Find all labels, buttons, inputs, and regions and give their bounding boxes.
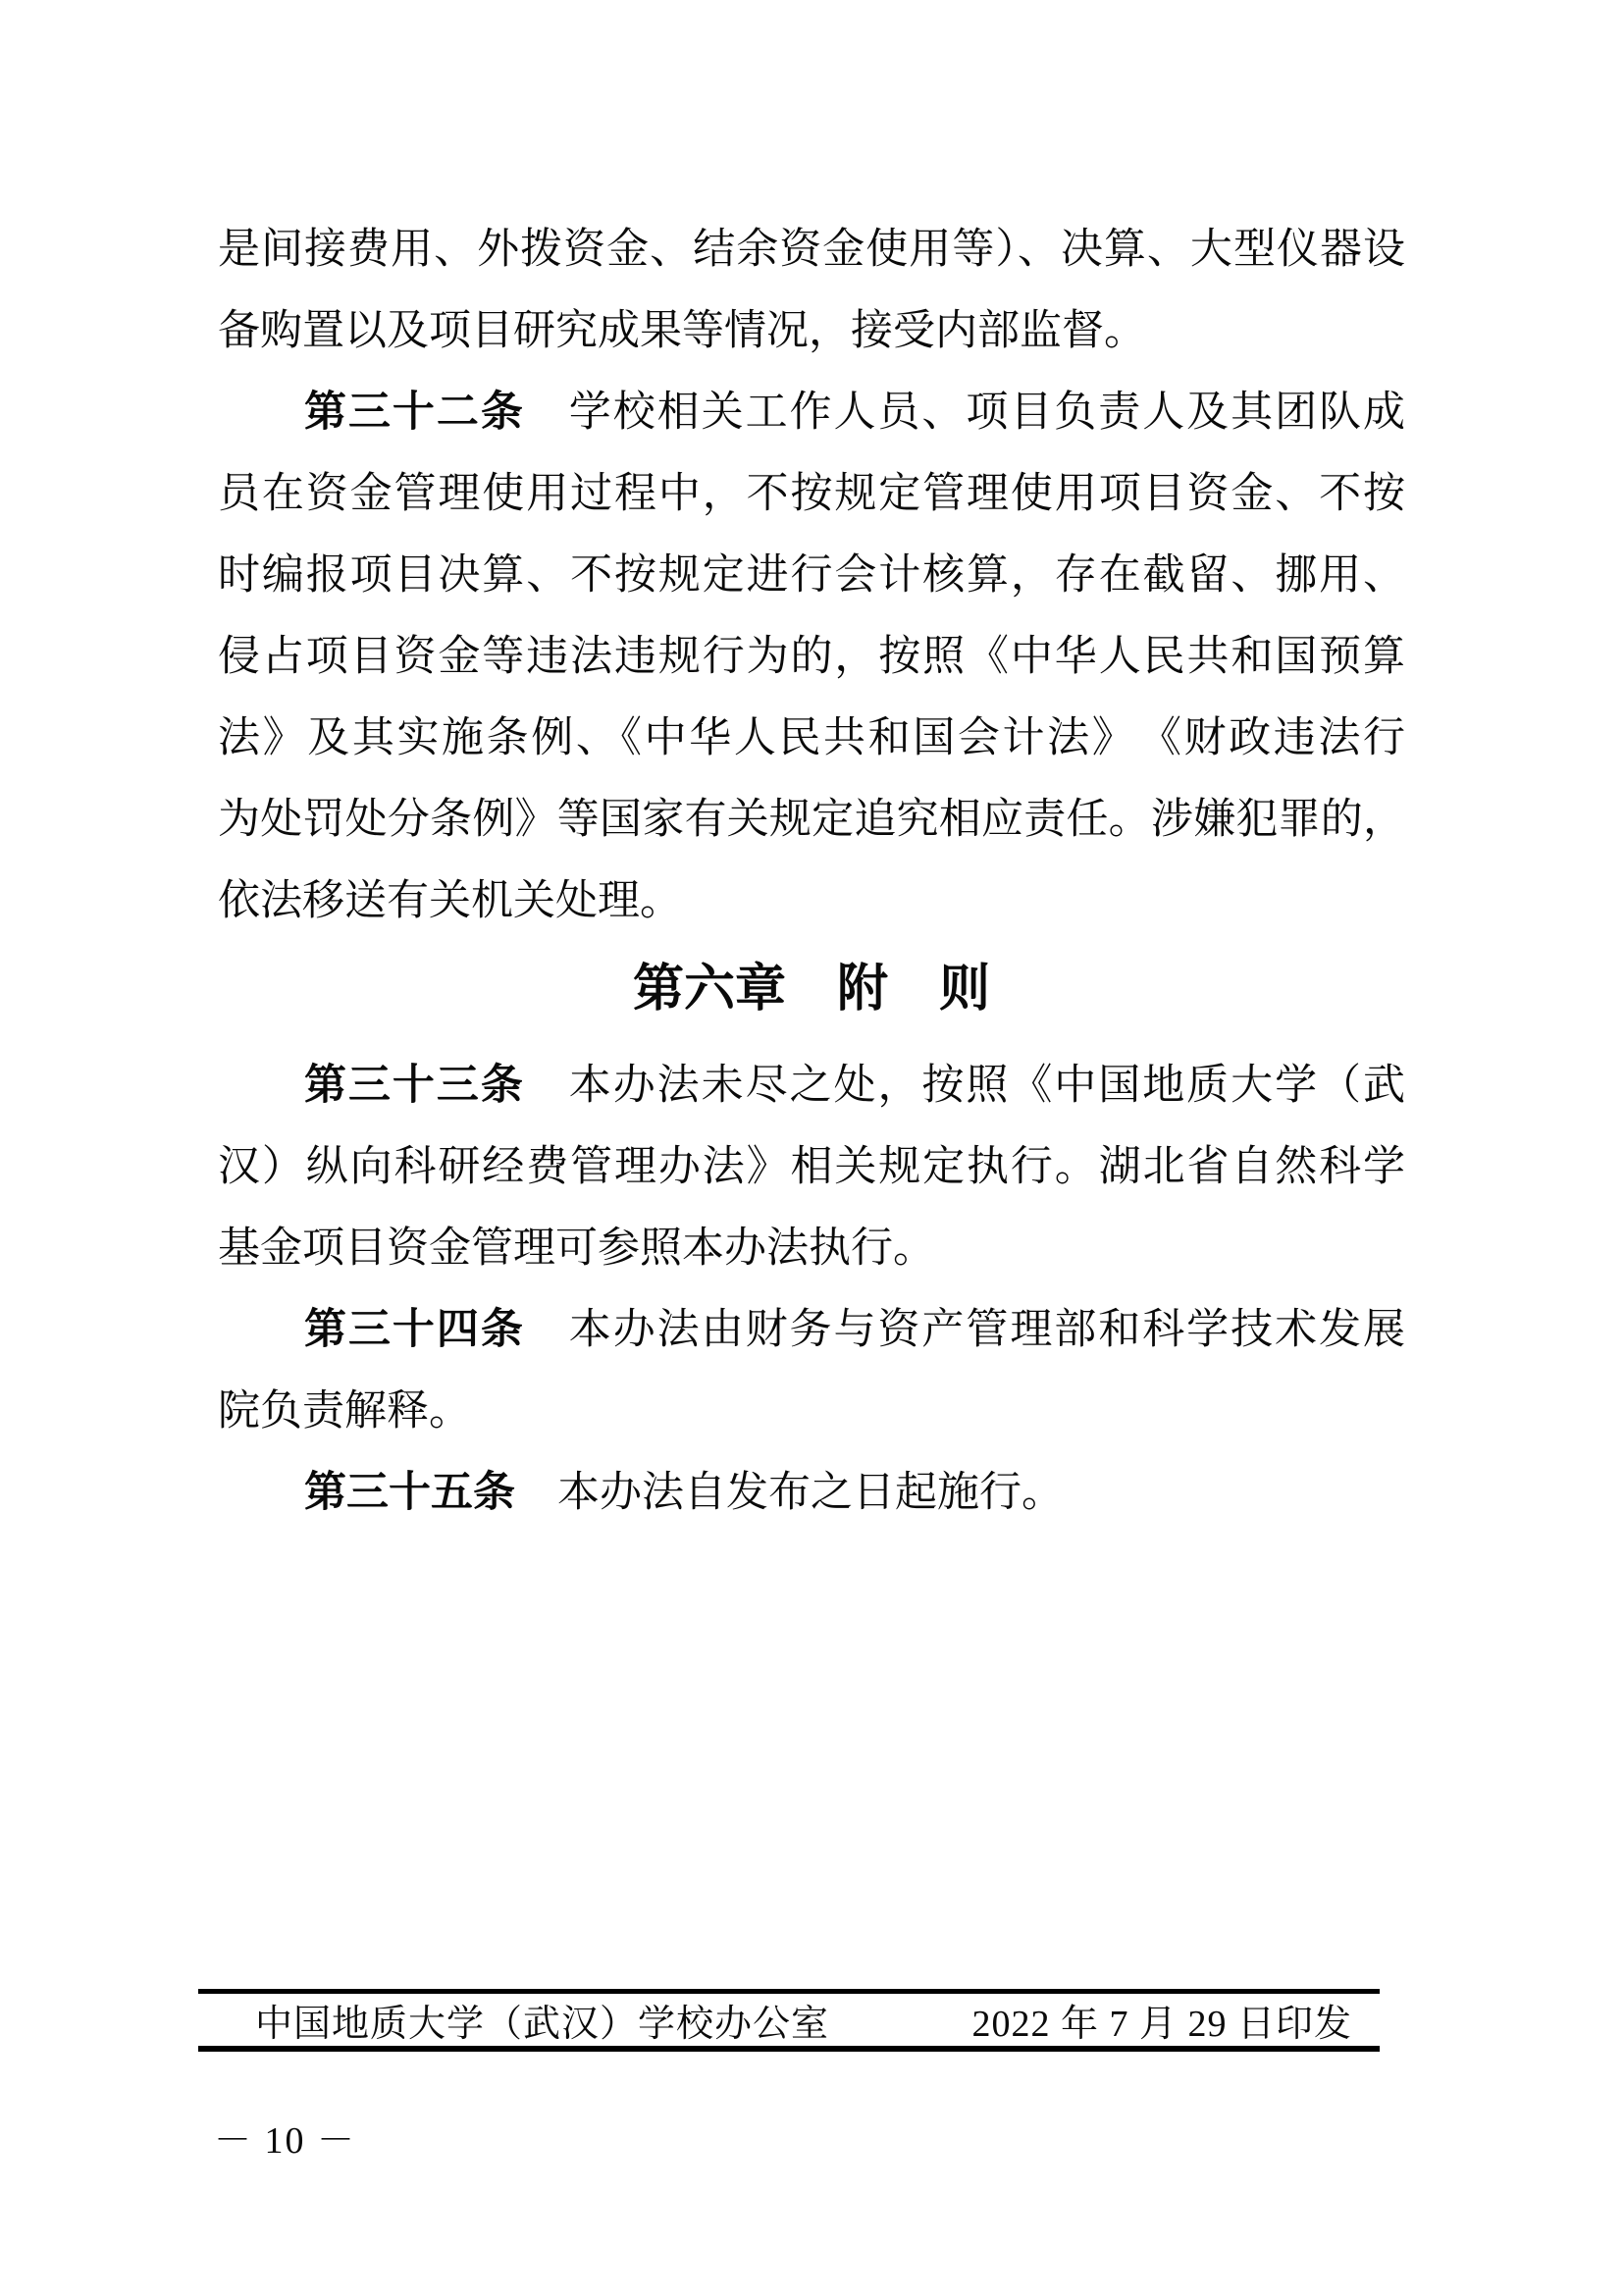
line-text: 为处罚处分条例》等国家有关规定追究相应责任。涉嫌犯罪的， <box>218 797 1405 843</box>
footer-bottom-rule <box>198 2046 1380 2052</box>
text-line <box>218 453 1405 535</box>
article-number: 第三十四条 <box>304 1307 525 1353</box>
line-text: 汉）纵向科研经费管理办法》相关规定执行。湖北省自然科学 <box>218 1144 1405 1190</box>
line-text: 学校相关工作人员、项目负责人及其团队成 <box>524 390 1406 436</box>
article-number: 第三十三条 <box>304 1063 525 1109</box>
page-number: － 10 － <box>214 2120 357 2162</box>
footer-print-date: 2022 年 7 月 29 日印发 <box>971 2004 1352 2045</box>
text-line <box>218 779 1405 861</box>
body-text-block-1 <box>218 209 1405 942</box>
text-line <box>218 1452 1405 1534</box>
line-text: 是间接费用、外拨资金、结余资金使用等）、决算、大型仪器设 <box>218 227 1405 273</box>
footer <box>198 1994 1380 2046</box>
text-line <box>218 290 1405 372</box>
line-text: 本办法由财务与资产管理部和科学技术发展 <box>524 1307 1406 1353</box>
footer-issuer: 中国地质大学（武汉）学校办公室 <box>255 2004 830 2045</box>
text-line <box>218 698 1405 779</box>
text-line <box>218 372 1405 453</box>
text-line <box>218 1045 1405 1126</box>
line-text: 依法移送有关机关处理。 <box>218 878 682 924</box>
chapter-heading: 第六章 附 则 <box>632 962 990 1018</box>
body-text-block-2 <box>218 1045 1405 1534</box>
article-number: 第三十五条 <box>304 1470 515 1516</box>
line-text: 侵占项目资金等违法违规行为的，按照《中华人民共和国预算 <box>218 634 1405 680</box>
line-text: 基金项目资金管理可参照本办法执行。 <box>218 1226 935 1272</box>
line-text: 备购置以及项目研究成果等情况，接受内部监督。 <box>218 308 1146 354</box>
text-line <box>218 861 1405 942</box>
text-line <box>218 1126 1405 1208</box>
line-text: 法》及其实施条例、《中华人民共和国会计法》 《财政违法行 <box>218 715 1405 761</box>
text-line <box>218 616 1405 698</box>
line-text: 本办法未尽之处，按照《中国地质大学（武 <box>524 1063 1406 1109</box>
line-text: 时编报项目决算、不按规定进行会计核算，存在截留、挪用、 <box>218 552 1405 599</box>
text-line <box>218 535 1405 616</box>
text-line <box>218 1371 1405 1452</box>
text-line <box>218 209 1405 290</box>
text-line <box>218 1208 1405 1289</box>
article-number: 第三十二条 <box>304 390 525 436</box>
line-text: 员在资金管理使用过程中，不按规定管理使用项目资金、不按 <box>218 471 1405 517</box>
line-text: 本办法自发布之日起施行。 <box>515 1470 1064 1516</box>
text-line <box>218 1289 1405 1371</box>
line-text: 院负责解释。 <box>218 1388 471 1435</box>
